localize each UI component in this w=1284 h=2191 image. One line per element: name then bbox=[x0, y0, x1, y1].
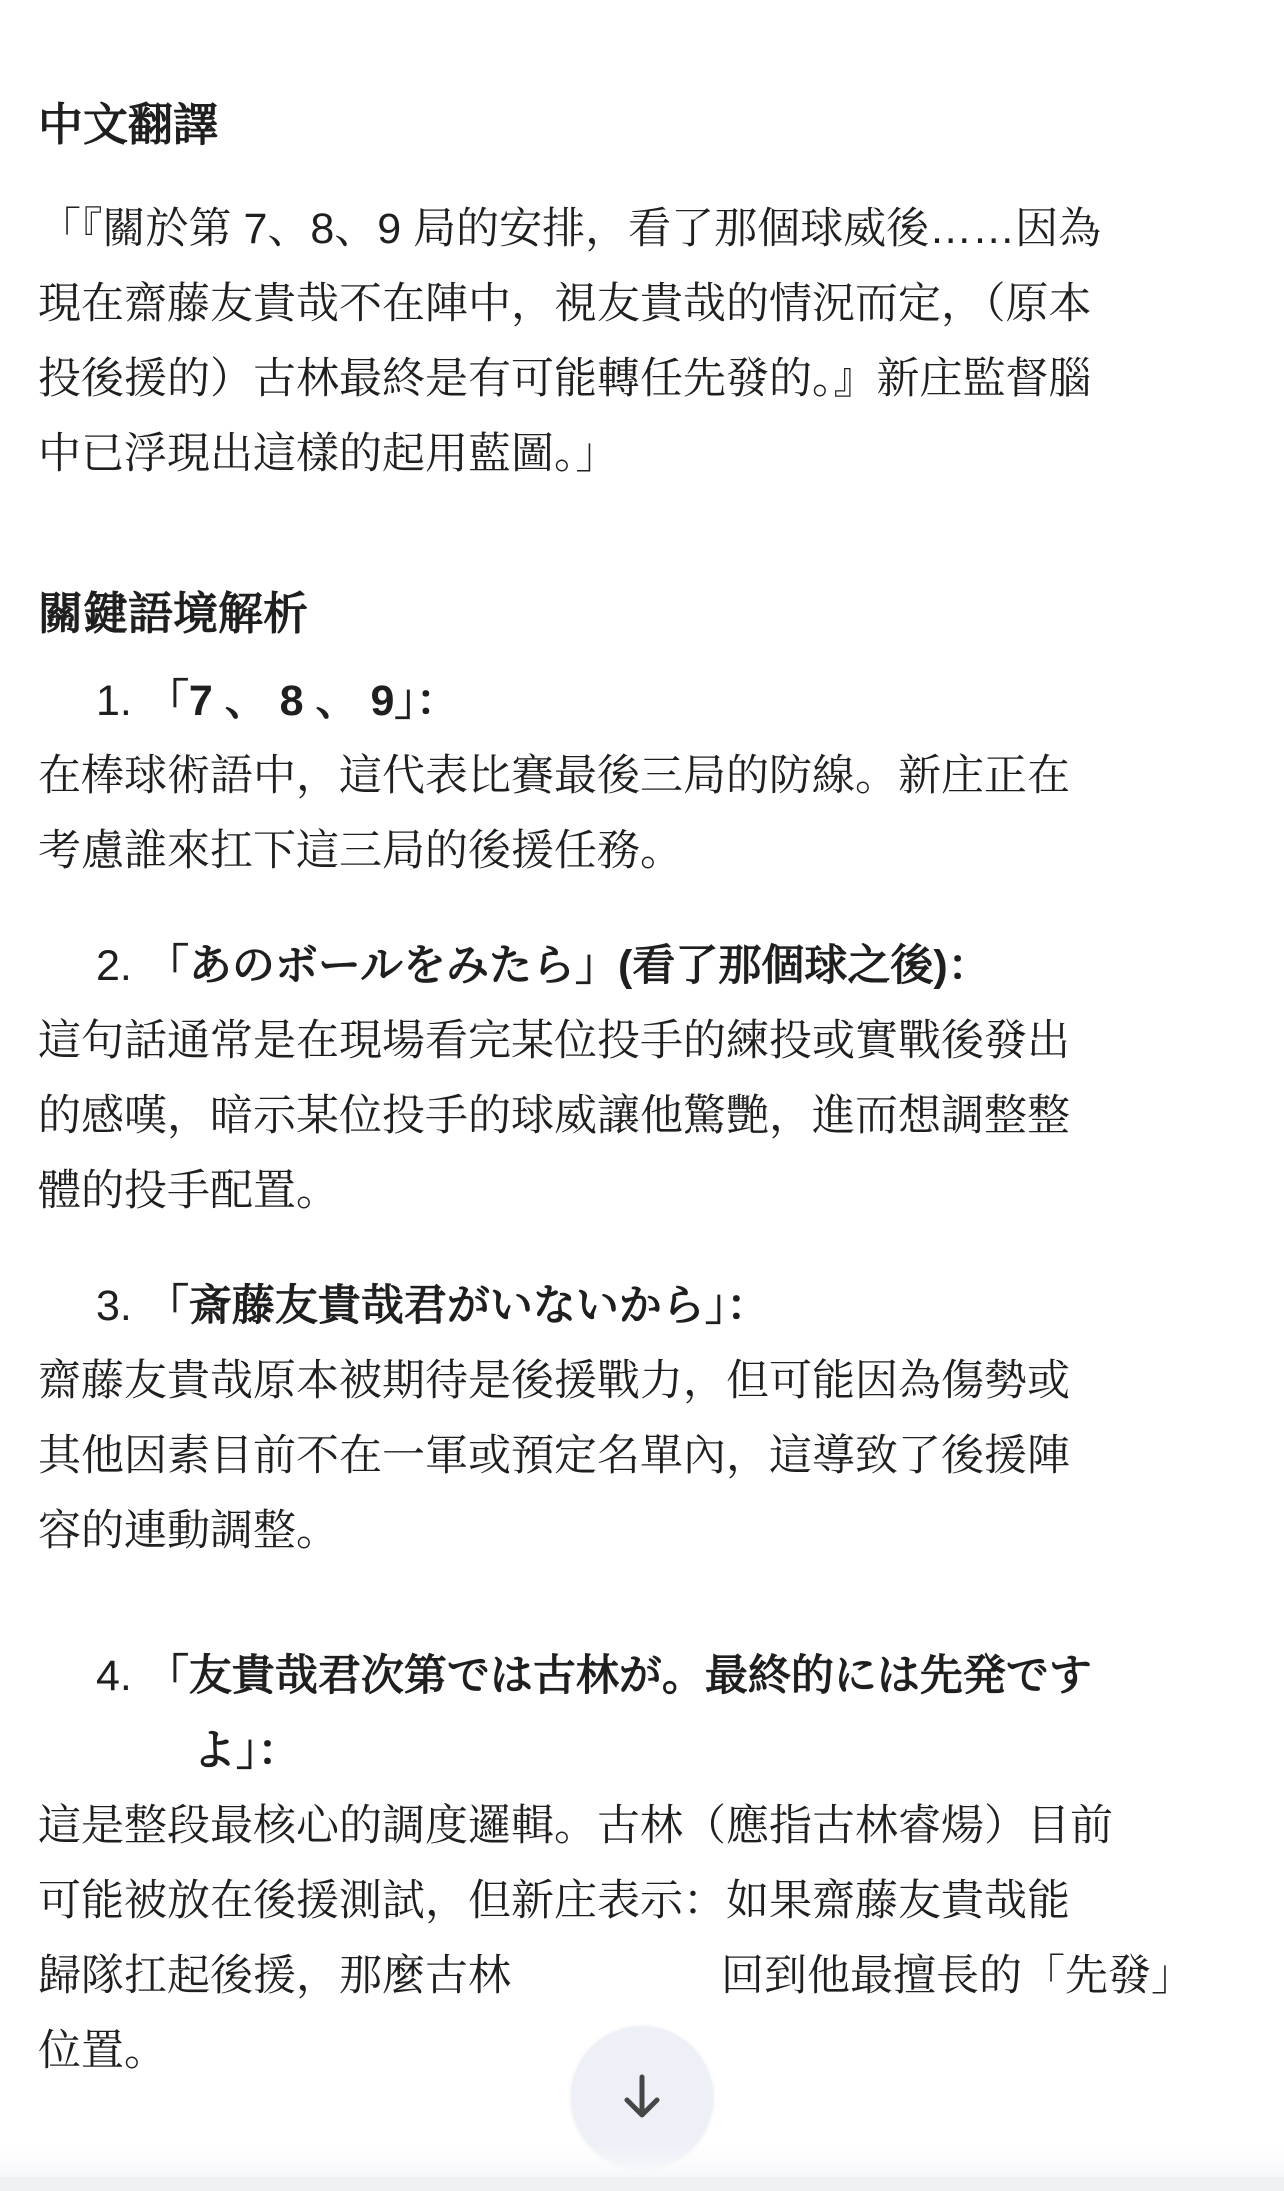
item-number: 1. bbox=[96, 677, 132, 725]
item-number: 3. bbox=[96, 1282, 132, 1330]
item-number: 4. bbox=[96, 1652, 132, 1700]
analysis-item-1 bbox=[38, 664, 1246, 889]
item-body-line: 位置。 bbox=[38, 2027, 167, 2075]
item-term: 「友貴哉君次第では古林が。最終的には先発です bbox=[145, 1652, 1092, 1700]
occluded-line-right: 回到他最擅長的「先發」 bbox=[721, 1952, 1194, 2000]
bottom-bar bbox=[0, 2177, 1284, 2191]
item-body-line: 齋藤友貴哉原本被期待是後援戰力，但可能因為傷勢或 bbox=[38, 1357, 1070, 1405]
item-body-line-occluded bbox=[38, 1939, 1246, 2014]
translation-line: 現在齋藤友貴哉不在陣中，視友貴哉的情況而定，（原本 bbox=[38, 280, 1092, 328]
item-number: 2. bbox=[96, 942, 132, 990]
section-heading-translation: 中文翻譯 bbox=[38, 99, 219, 150]
chat-response-document bbox=[0, 95, 1284, 2089]
analysis-item-2 bbox=[38, 929, 1246, 1229]
item-body-line: 可能被放在後援測試，但新庄表示：如果齋藤友貴哉能 bbox=[38, 1877, 1070, 1925]
item-body-line: 考慮誰來扛下這三局的後援任務。 bbox=[38, 827, 683, 875]
item-body-line: 容的連動調整。 bbox=[38, 1507, 339, 1555]
occluded-line-left: 歸隊扛起後援，那麼古林 bbox=[38, 1952, 511, 2000]
item-term-row bbox=[38, 1269, 1246, 1344]
item-term: 「7 、 8 、 9」： bbox=[145, 677, 459, 725]
item-term-continued: よ」： bbox=[193, 1727, 301, 1775]
item-term: 「あのボールをみたら」(看了那個球之後)： bbox=[145, 942, 991, 990]
item-body-line: 其他因素目前不在一軍或預定名單內，這導致了後援陣 bbox=[38, 1432, 1070, 1480]
item-term: 「斎藤友貴哉君がいないから」： bbox=[145, 1282, 770, 1330]
item-term-row bbox=[38, 929, 1246, 1004]
arrow-down-icon bbox=[613, 2067, 671, 2128]
item-body-line: 在棒球術語中，這代表比賽最後三局的防線。新庄正在 bbox=[38, 752, 1070, 800]
translation-line: 「『關於第 7、8、9 局的安排，看了那個球威後……因為 bbox=[38, 205, 1102, 253]
item-term-row bbox=[38, 1639, 1246, 1714]
scroll-to-bottom-button[interactable] bbox=[571, 2026, 713, 2168]
item-body-line: 這是整段最核心的調度邏輯。古林（應指古林睿煬）目前 bbox=[38, 1802, 1113, 1850]
section-heading-analysis: 關鍵語境解析 bbox=[38, 588, 309, 639]
translation-paragraph bbox=[38, 192, 1246, 492]
translation-line: 中已浮現出這樣的起用藍圖。」 bbox=[38, 430, 619, 478]
item-body-line: 體的投手配置。 bbox=[38, 1167, 339, 1215]
item-body-line: 這句話通常是在現場看完某位投手的練投或實戰後發出 bbox=[38, 1017, 1070, 1065]
item-term-row bbox=[38, 664, 1246, 739]
analysis-item-4 bbox=[38, 1639, 1246, 2089]
analysis-item-3 bbox=[38, 1269, 1246, 1569]
item-body-line: 的感嘆，暗示某位投手的球威讓他驚艷，進而想調整整 bbox=[38, 1092, 1070, 1140]
translation-line: 投後援的）古林最終是有可能轉任先發的。』新庄監督腦 bbox=[38, 355, 1092, 403]
